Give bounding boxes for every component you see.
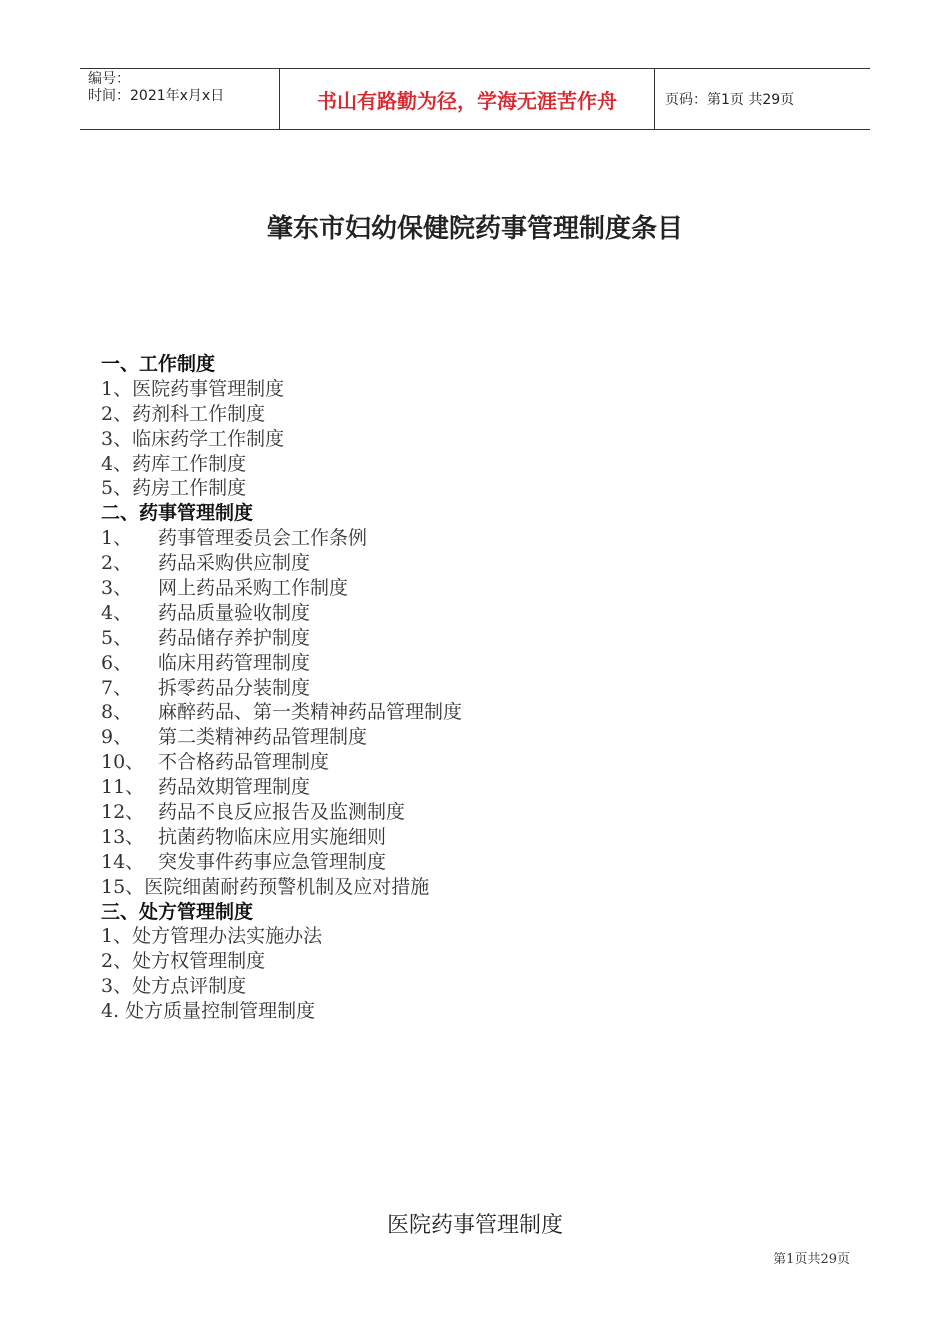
item-number: 2、 <box>101 950 133 973</box>
item-number: 2、 <box>101 402 133 425</box>
header-page-info: 页码：第1页 共29页 <box>665 92 795 108</box>
section-heading: 三、处方管理制度 <box>101 900 254 923</box>
item-text: 不合格药品管理制度 <box>158 751 330 774</box>
item-number: 5、 <box>101 626 133 649</box>
item-number: 4. <box>101 1000 126 1023</box>
item-number: 11、 <box>101 776 145 799</box>
list-item <box>101 875 881 900</box>
header-date-label: 时间：2021年x月x日 <box>88 88 225 104</box>
item-text: 突发事件药事应急管理制度 <box>158 850 387 873</box>
header-number-label: 编号： <box>88 71 130 87</box>
item-number: 1、 <box>101 925 133 948</box>
list-item <box>101 949 881 974</box>
item-number: 14、 <box>101 850 145 873</box>
item-text: 药剂科工作制度 <box>132 402 266 425</box>
item-text: 处方管理办法实施办法 <box>132 925 323 948</box>
item-text: 处方点评制度 <box>132 975 247 998</box>
list-item <box>101 601 881 626</box>
item-text: 药品储存养护制度 <box>158 626 311 649</box>
item-number: 9、 <box>101 726 133 749</box>
item-text: 医院药事管理制度 <box>132 377 285 400</box>
item-text: 药库工作制度 <box>132 452 247 475</box>
header-meta <box>80 69 280 129</box>
item-text: 临床用药管理制度 <box>158 651 311 674</box>
list-item <box>101 427 881 452</box>
regulation-outline <box>101 352 881 1024</box>
item-text: 药品不良反应报告及监测制度 <box>158 801 406 824</box>
list-item <box>101 452 881 477</box>
page-header <box>80 68 870 130</box>
list-item <box>101 626 881 651</box>
list-item <box>101 725 881 750</box>
list-item <box>101 551 881 576</box>
list-item <box>101 402 881 427</box>
item-number: 1、 <box>101 377 133 400</box>
item-text: 药事管理委员会工作条例 <box>158 527 368 550</box>
list-item <box>101 576 881 601</box>
item-number: 3、 <box>101 427 133 450</box>
item-text: 拆零药品分装制度 <box>158 676 311 699</box>
item-text: 临床药学工作制度 <box>132 427 285 450</box>
item-text: 抗菌药物临床应用实施细则 <box>158 825 387 848</box>
list-item <box>101 750 881 775</box>
item-text: 药品采购供应制度 <box>158 552 311 575</box>
list-item <box>101 676 881 701</box>
list-item <box>101 775 881 800</box>
list-item <box>101 850 881 875</box>
item-number: 10、 <box>101 751 145 774</box>
item-number: 15、 <box>101 875 145 898</box>
item-number: 12、 <box>101 801 145 824</box>
item-number: 8、 <box>101 701 133 724</box>
list-item <box>101 924 881 949</box>
section-heading: 一、工作制度 <box>101 353 216 375</box>
item-text: 麻醉药品、第一类精神药品管理制度 <box>158 701 463 724</box>
item-number: 13、 <box>101 825 145 848</box>
item-number: 3、 <box>101 975 133 998</box>
item-text: 处方权管理制度 <box>132 950 266 973</box>
list-item <box>101 825 881 850</box>
footer-page-number: 第1页共29页 <box>773 1252 850 1267</box>
item-number: 1、 <box>101 527 133 550</box>
item-number: 3、 <box>101 577 133 600</box>
item-number: 7、 <box>101 676 133 699</box>
item-number: 4、 <box>101 601 133 624</box>
list-item <box>101 651 881 676</box>
section-heading: 二、药事管理制度 <box>101 502 254 525</box>
list-item <box>101 700 881 725</box>
item-text: 网上药品采购工作制度 <box>158 577 349 600</box>
item-text: 处方质量控制管理制度 <box>125 1000 316 1023</box>
list-item <box>101 974 881 999</box>
item-number: 5、 <box>101 477 133 500</box>
list-item <box>101 377 881 402</box>
item-text: 医院细菌耐药预警机制及应对措施 <box>144 875 430 898</box>
item-text: 药房工作制度 <box>132 477 247 500</box>
item-number: 6、 <box>101 651 133 674</box>
item-text: 药品效期管理制度 <box>158 776 311 799</box>
item-text: 药品质量验收制度 <box>158 601 311 624</box>
header-motto: 书山有路勤为径，学海无涯苦作舟 <box>280 69 655 129</box>
document-title: 肇东市妇幼保健院药事管理制度条目 <box>266 214 683 244</box>
list-item <box>101 526 881 551</box>
item-text: 第二类精神药品管理制度 <box>158 726 368 749</box>
list-item <box>101 999 881 1024</box>
next-section-title: 医院药事管理制度 <box>386 1213 563 1238</box>
item-number: 2、 <box>101 552 133 575</box>
list-item <box>101 800 881 825</box>
list-item <box>101 476 881 501</box>
item-number: 4、 <box>101 452 133 475</box>
